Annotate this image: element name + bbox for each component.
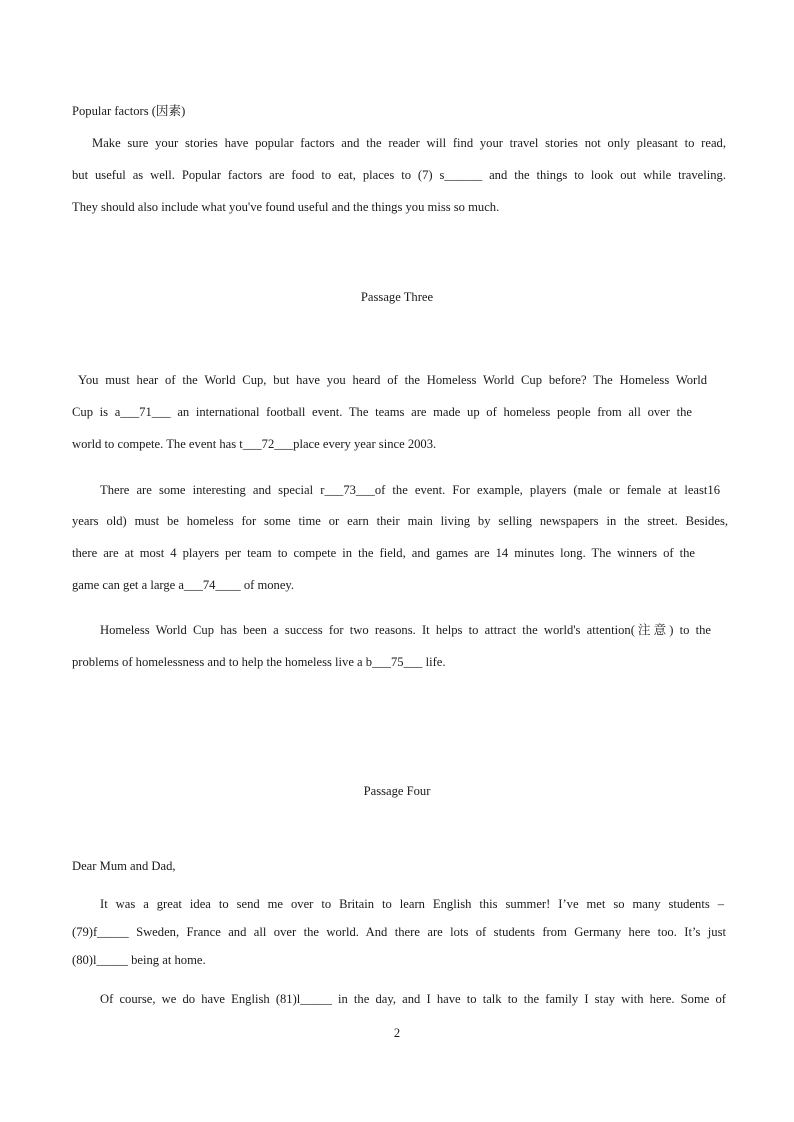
paragraph-line: It was a great idea to send me over to Britain to learn English this summer! I’ve met so many students – [100, 897, 724, 911]
paragraph-line: Cup is a___71___ an international football event. The teams are made up of homeless people from all over the [72, 405, 692, 419]
paragraph-line: There are some interesting and special r___73___of the event. For example, players (male or female at least16 [100, 483, 720, 497]
section-heading: Popular factors (因素) [72, 104, 186, 118]
paragraph-line: Make sure your stories have popular factors and the reader will find your travel stories not only pleasant to read, [92, 136, 726, 150]
passage-title: Passage Four [363, 784, 431, 798]
paragraph-line: there are at most 4 players per team to compete in the field, and games are 14 minutes long. The winners of the [72, 546, 695, 560]
paragraph-line: (80)l_____ being at home. [72, 953, 206, 967]
paragraph-line: (79)f_____ Sweden, France and all over the world. And there are lots of students from Germany here too. It’s just [72, 925, 726, 939]
paragraph-line: problems of homelessness and to help the homeless live a b___75___ life. [72, 655, 446, 669]
paragraph-line: game can get a large a___74____ of money. [72, 578, 295, 592]
paragraph-line: world to compete. The event has t___72___place every year since 2003. [72, 437, 437, 451]
letter-greeting: Dear Mum and Dad, [72, 859, 176, 873]
paragraph-line: Homeless World Cup has been a success for two reasons. It helps to attract the world's attention(注意) to the [100, 623, 711, 637]
paragraph-line: years old) must be homeless for some time or earn their main living by selling newspapers in the street. Besides, [72, 514, 728, 528]
paragraph-line: You must hear of the World Cup, but have you heard of the Homeless World Cup before? The Homeless World [78, 373, 707, 387]
passage-title: Passage Three [360, 290, 434, 304]
paragraph-line: They should also include what you've found useful and the things you miss so much. [72, 200, 500, 214]
paragraph-line: Of course, we do have English (81)l_____ in the day, and I have to talk to the family I stay with here. Some of [100, 992, 726, 1006]
paragraph-line: but useful as well. Popular factors are food to eat, places to (7) s______ and the things to look out while traveling. [72, 168, 726, 182]
page-number: 2 [393, 1026, 401, 1040]
